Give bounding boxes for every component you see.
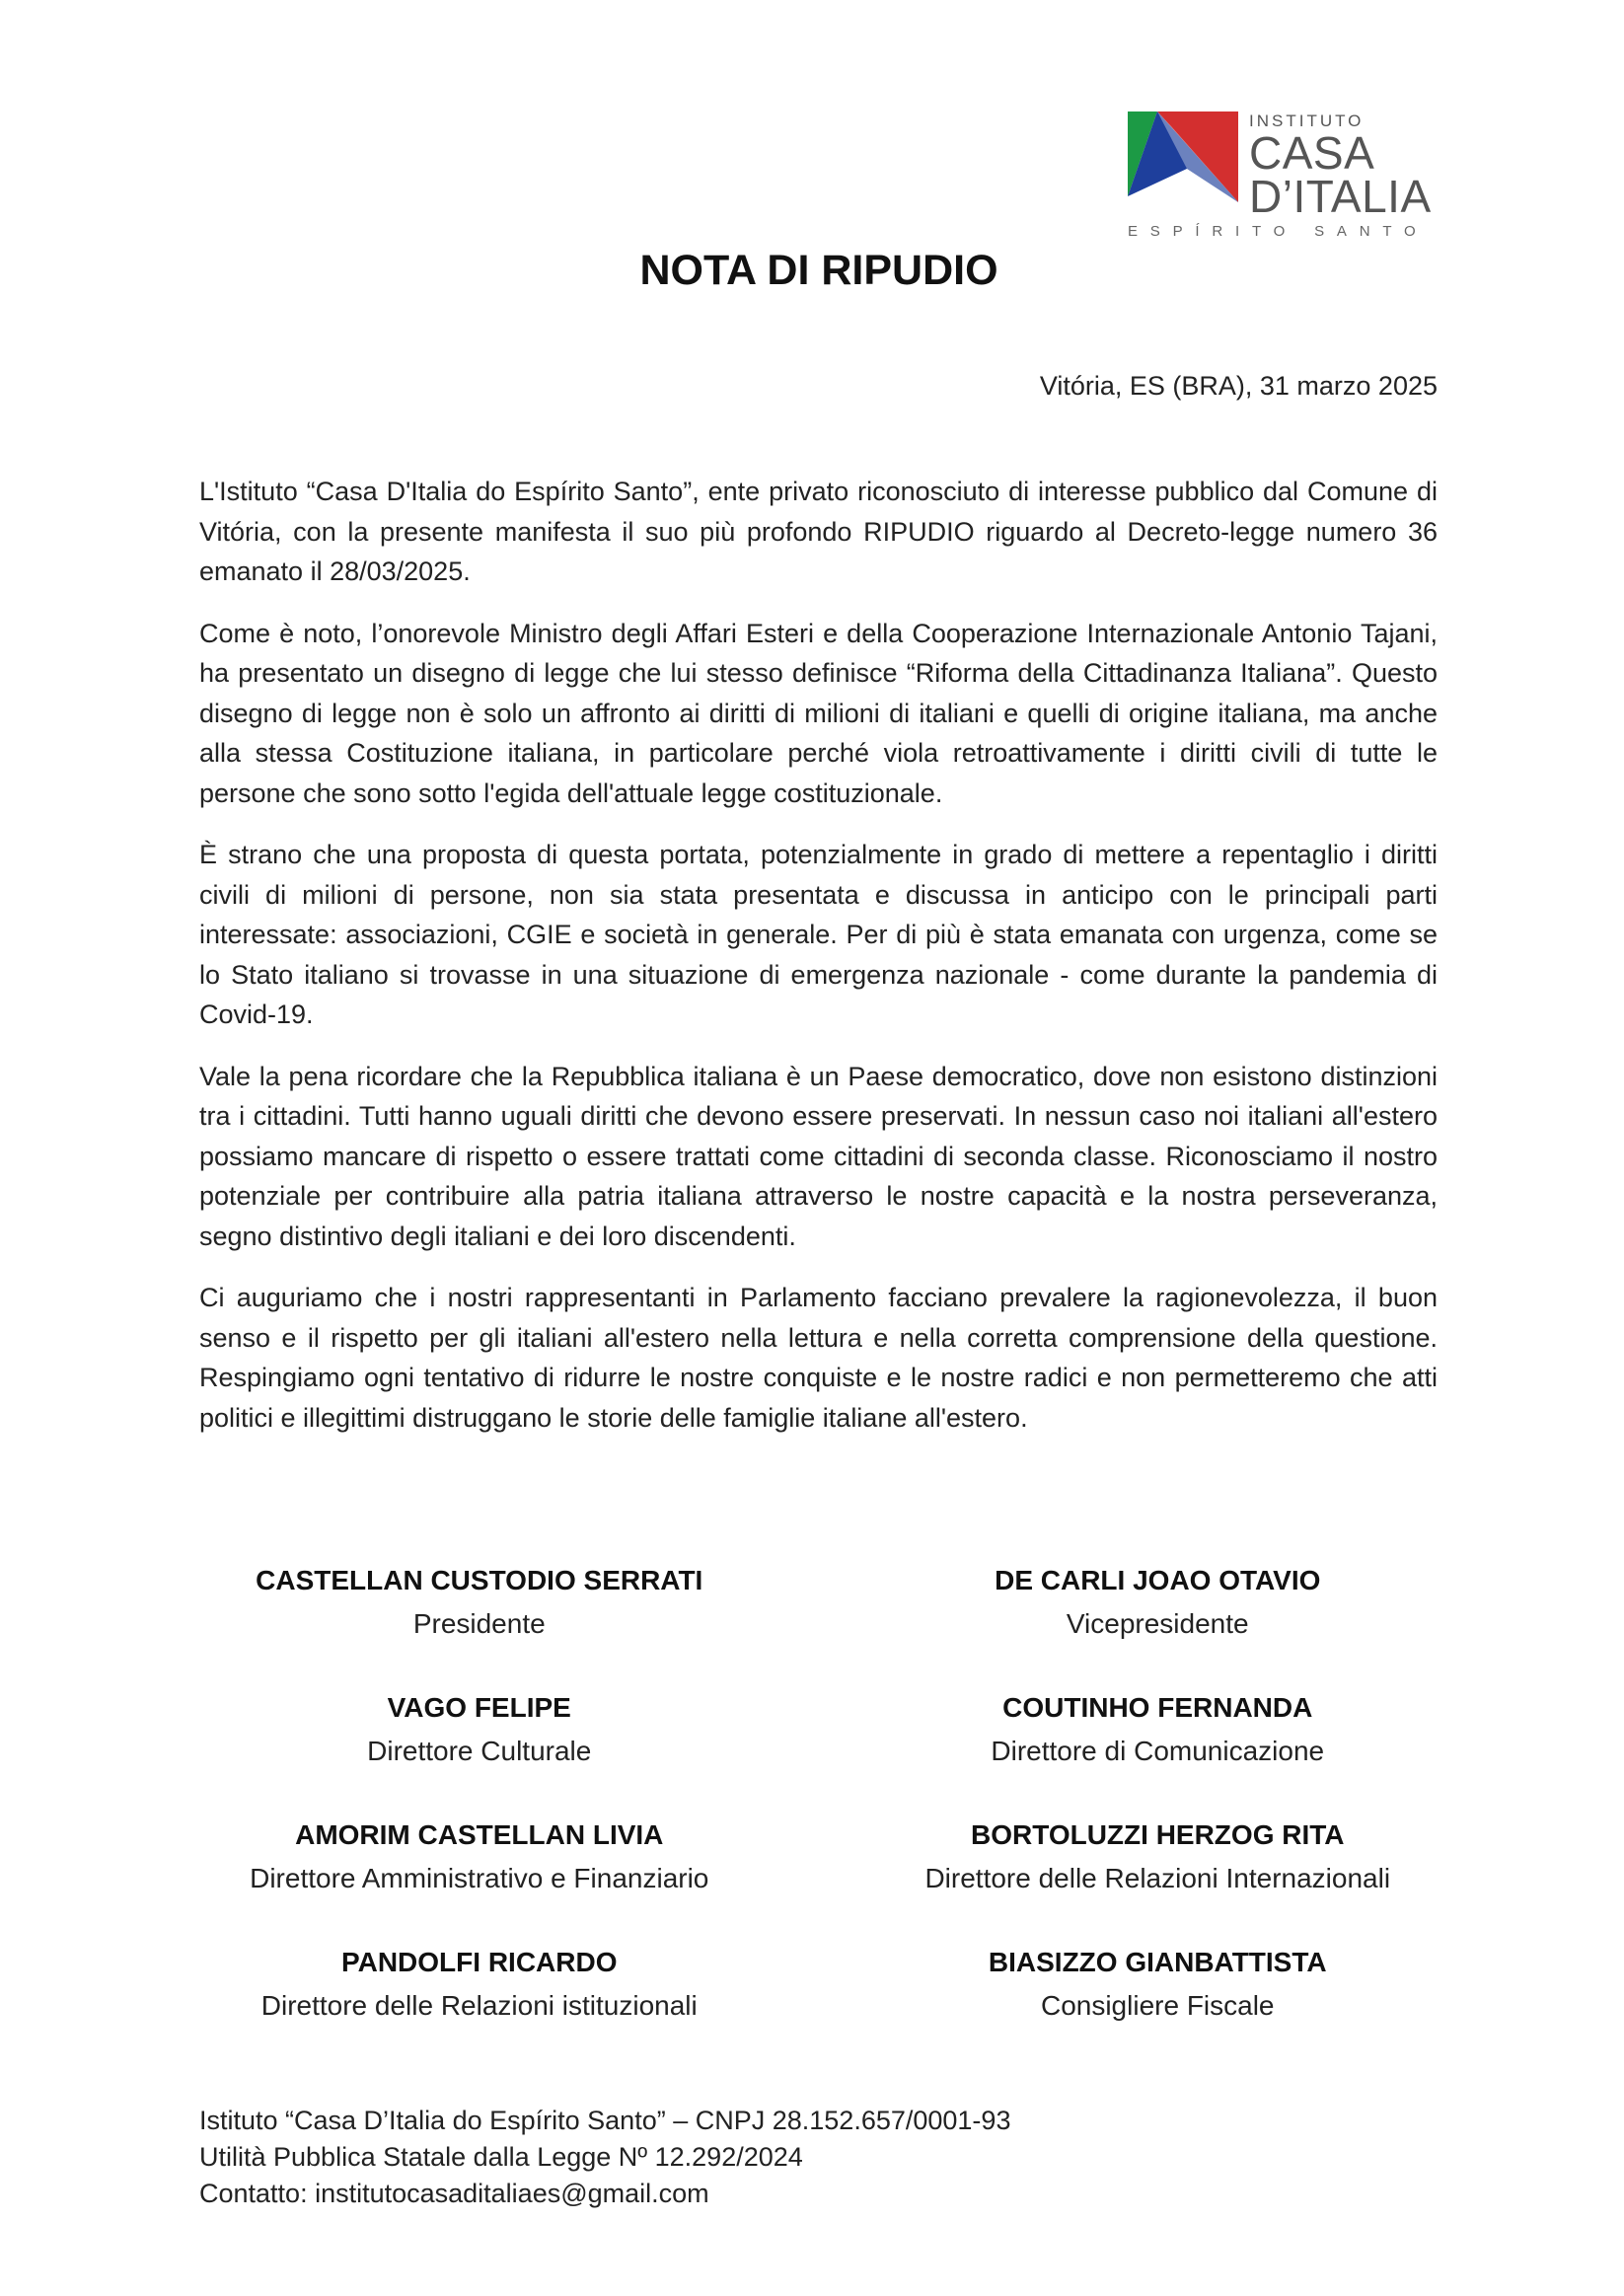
signatory [819,1814,1498,1941]
paragraph: Vale la pena ricordare che la Repubblica italiana è un Paese democratico, dove non esistono distinzioni tra i cittadini. Tutti hanno uguali diritti che devono essere preservati. In nessun caso noi italiani all'estero possiamo mancare di rispetto o essere trattati come cittadini di seconda classe. Riconosciamo il nostro potenziale per contribuire alla patria italiana attraverso le nostre capacità e la nostra perseveranza, segno distintivo degli italiani e dei loro discendenti. [199,1061,1438,1251]
footer [199,2103,1010,2212]
logo-line1: CASA [1249,127,1375,179]
signatory [819,1941,1498,2068]
document-body [199,472,1438,1459]
paragraph: Come è noto, l’onorevole Ministro degli Affari Esteri e della Cooperazione Internazionale Antonio Tajani, ha presentato un disegno di legge che lui stesso definisce “Riforma della Cittadinanza Italiana”. Questo disegno di legge non è solo un affronto ai diritti di milioni di italiani e quelli di origine italiana, ma anche alla stessa Costituzione italiana, in particolare perché viola retroattivamente i diritti civili di tutte le persone che sono sotto l'egida dell'attuale legge costituzionale. [199,618,1438,808]
footer-law-line: Utilità Pubblica Statale dalla Legge Nº 12.292/2024 [199,2142,803,2172]
signatory-name: CASTELLAN CUSTODIO SERRATI [256,1565,703,1595]
document-title: NOTA DI RIPUDIO [639,247,998,294]
document-date: Vitória, ES (BRA), 31 marzo 2025 [1039,371,1438,401]
signatory-name: COUTINHO FERNANDA [1002,1692,1313,1723]
triangle-flag-icon [1128,111,1238,222]
institute-logo [1128,111,1443,245]
footer-institute-line: Istituto “Casa D’Italia do Espírito Santo” – CNPJ 28.152.657/0001-93 [199,2106,1011,2135]
signatory-role: Direttore delle Relazioni istituzionali [260,1990,698,2021]
signatory-name: VAGO FELIPE [387,1692,571,1723]
paragraph: L'Istituto “Casa D'Italia do Espírito Santo”, ente privato riconosciuto di interesse pubblico dal Comune di Vitória, con la presente manifesta il suo più profondo RIPUDIO riguardo al Decreto-legge numero 36 emanato il 28/03/2025. [199,477,1438,586]
signatory-role: Direttore Culturale [367,1736,592,1766]
signature-row [199,1941,1438,2068]
signatory [140,1814,819,1941]
signatory-role: Direttore delle Relazioni Internazionali [924,1863,1391,1893]
logo-line2: D’ITALIA [1249,171,1432,222]
signatory-role: Presidente [412,1608,546,1639]
signature-block [199,1559,1438,2068]
signatory-role: Consigliere Fiscale [1040,1990,1275,2021]
signatory [819,1559,1498,1686]
logo-top-text: INSTITUTO [1249,111,1365,130]
signature-row [199,1686,1438,1814]
signatory-role: Vicepresidente [1066,1608,1249,1639]
signatory-name: BORTOLUZZI HERZOG RITA [971,1819,1345,1850]
paragraph: Ci auguriamo che i nostri rappresentanti in Parlamento facciano prevalere la ragionevolezza, il buon senso e il rispetto per gli italiani all'estero nella lettura e nella corretta comprensione della questione. Respingiamo ogni tentativo di ridurre le nostre conquiste e le nostre radici e non permetteremo che atti politici e illegittimi distruggano le storie delle famiglie italiane all'estero. [199,1283,1438,1433]
signatory-name: DE CARLI JOAO OTAVIO [995,1565,1321,1595]
signatory-role: Direttore Amministrativo e Finanziario [250,1863,709,1893]
signatory-name: BIASIZZO GIANBATTISTA [988,1947,1327,1977]
signatory [140,1941,819,2068]
signatory-role: Direttore di Comunicazione [991,1736,1325,1766]
paragraph: È strano che una proposta di questa portata, potenzialmente in grado di mettere a repentaglio i diritti civili di milioni di persone, non sia stata presentata e discussa in anticipo con le principali parti interessate: associazioni, CGIE e società in generale. Per di più è stata emanata con urgenza, come se lo Stato italiano si trovasse in una situazione di emergenza nazionale - come durante la pandemia di Covid-19. [199,840,1438,1029]
signatory-name: AMORIM CASTELLAN LIVIA [295,1819,664,1850]
signature-row [199,1814,1438,1941]
signatory [819,1686,1498,1814]
signature-row [199,1559,1438,1686]
signatory-name: PANDOLFI RICARDO [341,1947,618,1977]
signatory [140,1686,819,1814]
signatory [140,1559,819,1686]
logo-bottom-text: ESPÍRITO SANTO [1128,223,1429,240]
footer-contact-line: Contatto: institutocasaditaliaes@gmail.com [199,2179,709,2208]
